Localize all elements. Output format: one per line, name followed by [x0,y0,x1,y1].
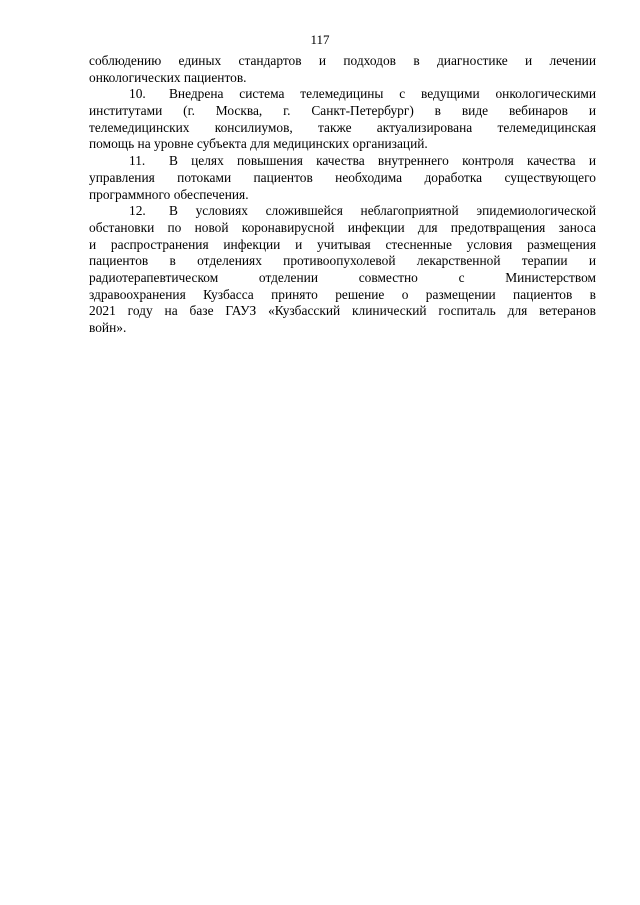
text-line-first [89,203,596,220]
text-line: управления потоками пациентов необходима доработка существующего [89,169,596,185]
text-fragment: В условиях сложившейся неблагоприятной эпидемиологической [169,203,596,219]
text-line: обстановки по новой коронавирусной инфекции для предотвращения заноса [89,219,596,235]
paragraph-continuation [89,53,596,86]
text-line: помощь на уровне субъекта для медицинских организаций. [89,136,428,152]
paragraph-11 [89,153,596,203]
text-line: войн». [89,320,127,335]
paragraph-number: 10. [129,86,146,102]
text-line-first [89,86,596,103]
paragraph-10 [89,86,596,153]
document-body [89,53,596,337]
text-line: радиотерапевтическом отделении совместно с Министерством [89,269,596,285]
text-fragment: Внедрена система телемедицины с ведущими онкологическими [169,86,596,102]
text-line: пациентов в отделениях противоопухолевой лекарственной терапии и [89,253,596,269]
paragraph-number: 12. [129,203,146,219]
text-line: и распространения инфекции и учитывая стесненные условия размещения [89,236,596,252]
text-line: телемедицинских консилиумов, также актуализирована телемедицинская [89,119,596,135]
paragraph-12 [89,203,596,337]
text-line: соблюдению единых стандартов и подходов в диагностике и лечении [89,53,596,68]
text-line: здравоохранения Кузбасса принято решение о размещении пациентов в [89,286,596,302]
text-line-first [89,153,596,170]
text-line: программного обеспечения. [89,186,249,202]
paragraph-number: 11. [129,153,146,169]
page-number: 117 [310,32,330,47]
text-fragment: В целях повышения качества внутреннего контроля качества и [169,153,596,169]
text-line: 2021 году на базе ГАУЗ «Кузбасский клинический госпиталь для ветеранов [89,303,596,319]
text-line: онкологических пациентов. [89,69,247,85]
text-line: институтами (г. Москва, г. Санкт-Петербург) в виде вебинаров и [89,103,596,119]
